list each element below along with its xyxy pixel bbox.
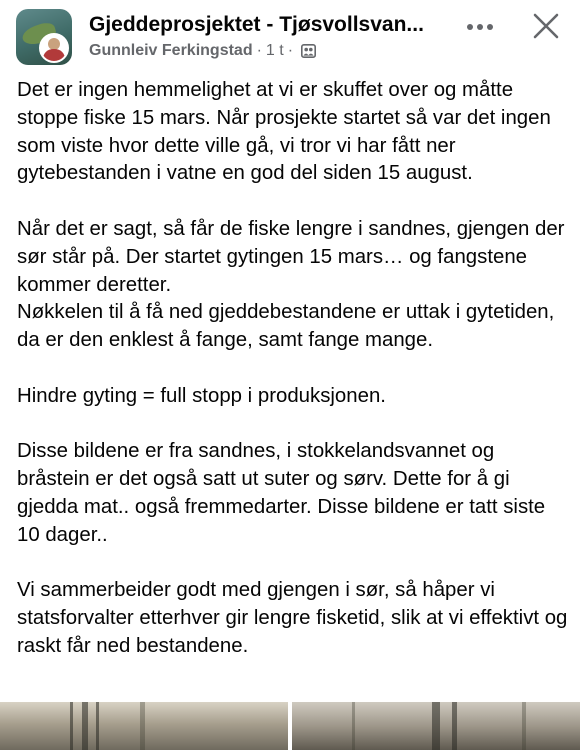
meta-separator-2: · — [287, 42, 294, 59]
post-paragraph: Når det er sagt, så får de fiske lengre i sandnes, gjengen der sør står på. Der startet gytingen 15 mars… og fangstene kommer deretter. Nøkkelen til å få ned gjeddebestandene er uttak i gytetiden, da er den enklest å fange, samt fange mange. — [17, 217, 565, 352]
post-images — [0, 702, 580, 750]
post-time[interactable]: 1 t — [265, 42, 284, 59]
close-icon[interactable] — [533, 13, 559, 39]
post-paragraph: Vi sammerbeider godt med gjengen i sør, så håper vi statsforvalter etterhver gir lengre fisketid, slik at vi effektivt og raskt får ned bestandene. — [17, 579, 568, 657]
post-paragraph: Disse bildene er fra sandnes, i stokkelandsvannet og bråstein er det også satt ut suter og sørv. Dette for å gi gjedda mat.. også fremmedarter. Disse bildene er tatt siste 10 dager.. — [17, 440, 546, 546]
author-name-link[interactable]: Gunnleiv Ferkingstad — [89, 42, 253, 59]
group-icon — [301, 44, 316, 58]
post-photo[interactable] — [292, 702, 580, 750]
post-paragraph: Hindre gyting = full stopp i produksjonen. — [17, 384, 386, 407]
author-avatar[interactable] — [39, 33, 69, 63]
meta-separator: · — [256, 42, 262, 59]
post-photo[interactable] — [0, 702, 288, 750]
group-avatar[interactable] — [16, 9, 72, 65]
group-name-link[interactable]: Gjeddeprosjektet - Tjøsvollsvan... — [89, 13, 424, 36]
post-header — [0, 0, 580, 66]
post-text — [17, 77, 569, 689]
post-paragraph: Det er ingen hemmelighet at vi er skuffet over og måtte stoppe fiske 15 mars. Når prosjekte startet så var det ingen som viste hvor dette ville gå, vi tror vi har fått ner gytebestanden i vatne en god del siden 15 august. — [17, 79, 551, 185]
post-meta — [89, 42, 316, 60]
more-horizontal-icon[interactable] — [466, 22, 494, 32]
